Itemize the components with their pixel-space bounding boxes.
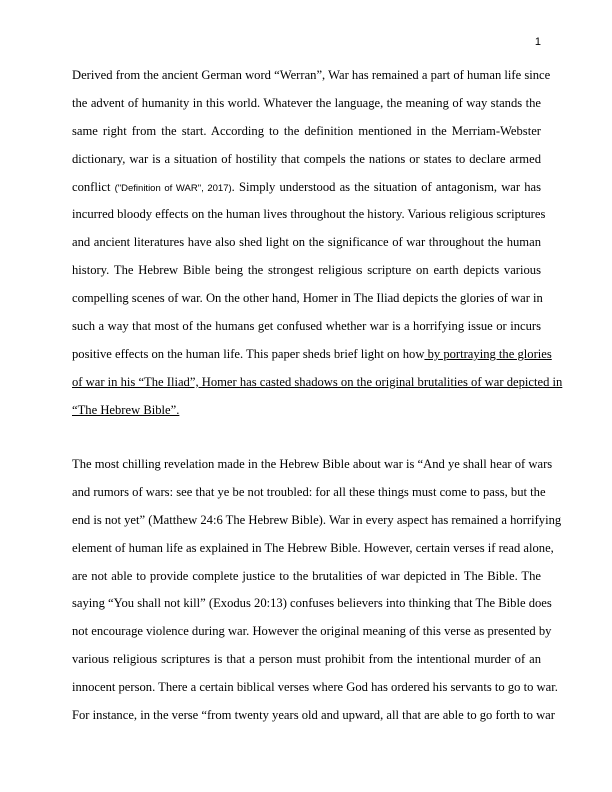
text-segment: The most chilling revelation made in the Hebrew Bible about war is “And ye shall hear of wars [72, 457, 553, 471]
text-segment: innocent person. There a certain biblical verses where God has ordered his servants to go to war. [72, 680, 558, 695]
text-line [72, 174, 541, 202]
text-segment: end is not yet” (Matthew 24:6 The Hebrew Bible). War in every aspect has remained a horrifying [72, 512, 562, 527]
text-segment: compelling scenes of war. On the other hand, Homer in The Iliad depicts the glories of war in [72, 291, 543, 306]
text-segment: element of human life as explained in The Hebrew Bible. However, certain verses if read alone, [72, 540, 554, 555]
text-segment: saying “You shall not kill” (Exodus 20:13) confuses believers into thinking that The Bible does [72, 596, 552, 611]
underlined-thesis-text: “The Hebrew Bible”. [72, 402, 180, 417]
paragraph-introduction [72, 62, 563, 425]
text-line [72, 118, 541, 146]
text-segment: are not able to provide complete justice to the brutalities of war depicted in The Bible. The [72, 568, 541, 583]
text-segment: and rumors of wars: see that ye be not troubled: for all these things must come to pass, but the [72, 484, 546, 499]
text-segment: positive effects on the human life. This paper sheds brief light on how [72, 346, 425, 361]
text-segment: Derived from the ancient German word “Werran”, War has remained a part of human life since [72, 68, 551, 82]
text-line [72, 229, 541, 257]
text-line [72, 451, 553, 479]
text-segment: same right from the start. According to the definition mentioned in the Merriam-Webster [72, 123, 541, 138]
citation: ("Definition of WAR", 2017) [114, 182, 232, 194]
page-number: 1 [534, 36, 541, 48]
underlined-thesis-text: by portraying the glories [424, 346, 552, 361]
text-line [72, 90, 541, 118]
text-segment: not encourage violence during war. However the original meaning of this verse as presented by [72, 624, 552, 639]
text-segment: and ancient literatures have also shed light on the significance of war throughout the human [72, 235, 541, 250]
text-segment: conflict [72, 179, 115, 194]
text-segment: various religious scriptures is that a person must prohibit from the intentional murder of an [72, 652, 541, 667]
underlined-thesis-text: of war in his “The Iliad”, Homer has casted shadows on the original brutalities of war depicted in [72, 374, 563, 389]
text-segment: For instance, in the verse “from twenty years old and upward, all that are able to go forth to war [72, 708, 555, 723]
text-segment: such a way that most of the humans get confused whether war is a horrifying issue or incurs [72, 319, 541, 334]
text-line [72, 479, 546, 507]
text-line [72, 646, 541, 674]
text-line [72, 313, 541, 341]
text-segment: incurred bloody effects on the human lives throughout the history. Various religious scriptures [72, 207, 546, 222]
text-segment: . Simply understood as the situation of antagonism, war has [231, 179, 541, 194]
text-line [72, 369, 563, 397]
text-line [72, 62, 551, 90]
text-line [72, 507, 562, 535]
text-line [72, 590, 552, 618]
text-segment: history. The Hebrew Bible being the strongest religious scripture on earth depicts various [72, 263, 541, 278]
text-line [72, 285, 541, 313]
text-line [72, 702, 555, 730]
text-line [72, 674, 558, 702]
text-line [72, 535, 554, 563]
text-line [72, 201, 546, 229]
text-line [72, 618, 552, 646]
text-segment: dictionary, war is a situation of hostility that compels the nations or states to declare armed [72, 151, 541, 166]
text-segment: the advent of humanity in this world. Whatever the language, the meaning of way stands the [72, 95, 541, 110]
text-line [72, 257, 541, 285]
text-line [72, 146, 541, 174]
paragraph-hebrew-bible [72, 451, 562, 730]
text-line [72, 563, 541, 591]
text-line [72, 397, 541, 425]
text-line [72, 341, 552, 369]
